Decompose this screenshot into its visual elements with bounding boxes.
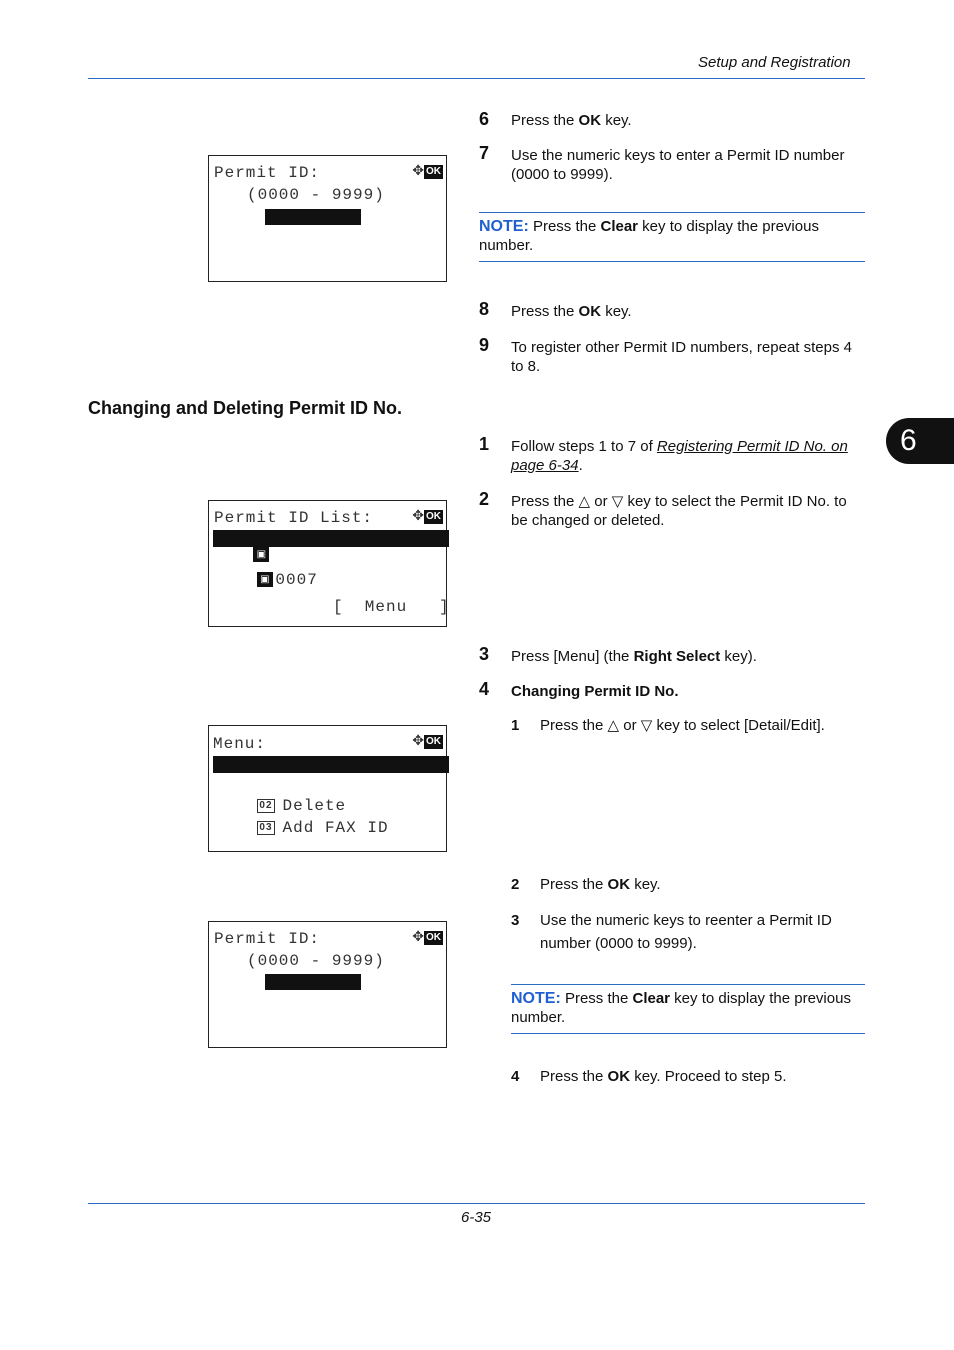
header-rule	[88, 78, 865, 79]
step-text-part: key.	[601, 303, 632, 320]
lcd-title: Permit ID:	[214, 164, 321, 182]
note-label: NOTE:	[479, 218, 529, 235]
step-text: To register other Permit ID numbers, repeat steps 4 to 8.	[511, 339, 852, 375]
step-text-part: Press [Menu] (the	[511, 648, 634, 665]
step-text: Use the numeric keys to enter a Permit ID number (0000 to 9999).	[511, 147, 845, 183]
note-box	[479, 212, 865, 262]
navigation-icon: ✥	[412, 163, 424, 179]
substep-number: 3	[511, 912, 520, 929]
step-title	[511, 682, 866, 701]
lcd-selected-row	[213, 530, 449, 564]
key-name: OK	[578, 112, 602, 129]
fax-id-icon: ▣	[257, 572, 273, 587]
lcd-title: Menu:	[213, 735, 267, 753]
step-number: 9	[479, 335, 490, 355]
lcd-row	[215, 553, 318, 607]
menu-number-icon: 01	[255, 774, 267, 786]
ok-key-icon: OK	[426, 511, 441, 522]
permit-id-item: 0004	[271, 546, 314, 564]
lcd-title: Permit ID List:	[214, 509, 374, 527]
key-name: OK	[578, 303, 602, 320]
step-text-part: Press the	[540, 1068, 608, 1085]
step-text: Press the △ or ▽ key to select the Permit ID No. to be changed or deleted.	[511, 493, 847, 529]
key-name: Right Select	[633, 648, 721, 665]
page-number: 6-35	[461, 1209, 492, 1226]
navigation-icon: ✥	[412, 733, 424, 749]
lcd-value: 0000	[308, 224, 351, 242]
section-heading: Changing and Deleting Permit ID No.	[88, 398, 403, 418]
lcd-permit-id-entry	[208, 155, 447, 282]
step-number: 2	[479, 489, 490, 509]
menu-number-icon: 02	[259, 799, 273, 811]
substep-text: Press the △ or ▽ key to select [Detail/Edit].	[540, 717, 825, 734]
ok-key-icon: OK	[426, 736, 441, 747]
ok-key-icon: OK	[426, 932, 441, 943]
key-name: Clear	[600, 218, 639, 235]
substep-text	[540, 873, 865, 896]
step-text	[511, 437, 866, 475]
step-text-part: Press the	[540, 876, 608, 893]
step-text-part: key. Proceed to step 5.	[630, 1068, 787, 1085]
step-text-part: Press the	[511, 303, 579, 320]
step-text-part: Follow steps 1 to 7 of	[511, 438, 657, 455]
step-text-part: .	[578, 457, 583, 474]
lcd-value: 0004	[308, 989, 351, 1007]
step-text	[511, 302, 866, 321]
menu-item-label: Detail/Edit	[276, 772, 394, 790]
key-name: OK	[607, 1068, 631, 1085]
substep-text: Use the numeric keys to reenter a Permit ID number (0000 to 9999).	[540, 912, 832, 952]
lcd-menu	[208, 725, 447, 852]
note-box	[511, 984, 865, 1034]
menu-item-label: Delete	[282, 797, 347, 815]
note-text-part: Press the	[528, 218, 601, 235]
step-number: 6	[479, 109, 490, 129]
substep-number: 2	[511, 876, 520, 893]
note-text-part: key to display the previous number.	[479, 218, 819, 254]
key-name: Clear	[632, 990, 671, 1007]
note-label: NOTE:	[511, 990, 561, 1007]
step-number: 8	[479, 299, 490, 319]
substep-text	[540, 1065, 865, 1088]
lcd-value-field	[265, 974, 361, 1007]
step-number: 4	[479, 679, 490, 699]
step-text-part: key).	[720, 648, 757, 665]
lcd-range: (0000 - 9999)	[247, 952, 385, 970]
step-text-part: key.	[601, 112, 632, 129]
step-text-part: Press the	[511, 112, 579, 129]
lcd-row	[215, 801, 389, 855]
navigation-icon: ✥	[412, 929, 424, 945]
step-title-text: Changing Permit ID No.	[511, 683, 679, 700]
lcd-permit-id-list	[208, 500, 450, 627]
footer-rule	[88, 1203, 865, 1204]
step-text-part: key.	[630, 876, 661, 893]
menu-item-label: Add FAX ID	[282, 819, 389, 837]
header-title: Setup and Registration	[698, 54, 851, 71]
substep-number: 1	[511, 717, 520, 734]
lcd-value-field	[265, 209, 361, 242]
navigation-icon: ✥	[412, 508, 424, 524]
step-text	[511, 111, 866, 130]
note-text-part: Press the	[560, 990, 633, 1007]
key-name: OK	[607, 876, 631, 893]
softkey-menu: [ Menu ]	[333, 598, 450, 616]
step-number: 7	[479, 143, 490, 163]
note-text-part: key to display the previous number.	[511, 990, 851, 1026]
fax-id-icon: ▣	[253, 547, 269, 562]
step-number: 3	[479, 644, 490, 664]
step-number: 1	[479, 434, 490, 454]
lcd-range: (0000 - 9999)	[247, 186, 385, 204]
lcd-selected-row	[213, 756, 449, 790]
menu-number-icon: 03	[259, 821, 273, 833]
substep-number: 4	[511, 1068, 520, 1085]
cross-reference-link[interactable]: Registering Permit ID No. on page 6-34	[511, 438, 848, 474]
ok-key-icon: OK	[426, 166, 441, 177]
lcd-title: Permit ID:	[214, 930, 321, 948]
step-text	[511, 647, 866, 666]
lcd-permit-id-reenter	[208, 921, 447, 1048]
chapter-tab: 6	[886, 418, 954, 464]
permit-id-item: 0007	[275, 571, 318, 589]
